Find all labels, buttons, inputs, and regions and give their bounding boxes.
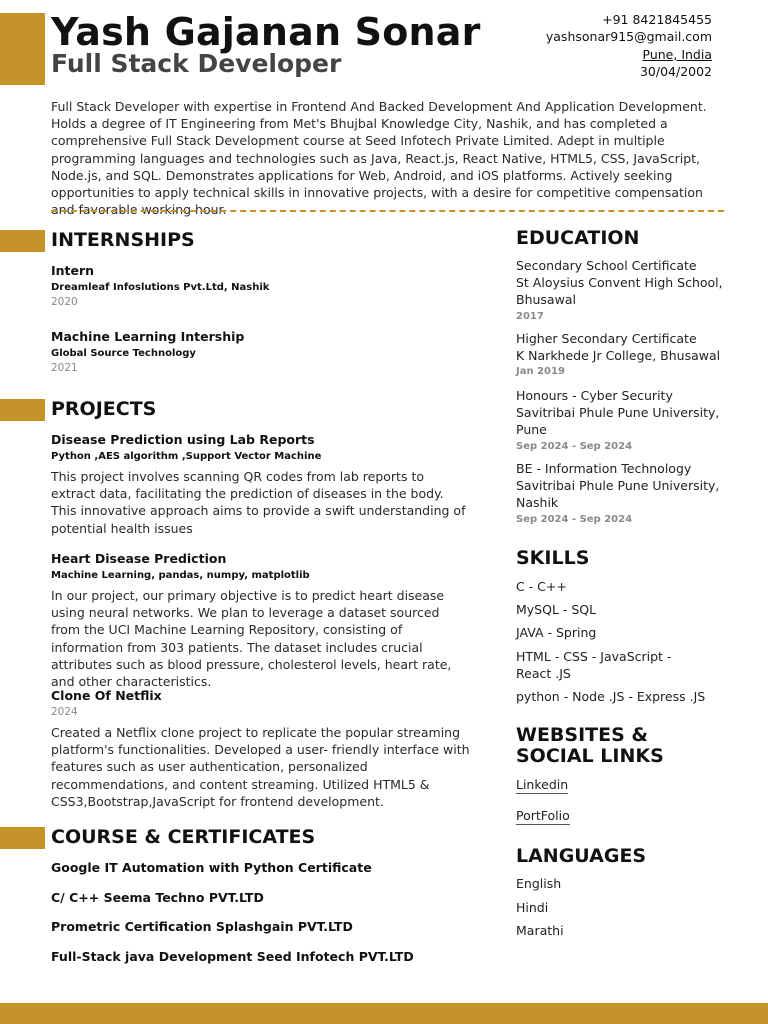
- languages-heading: LANGUAGES: [516, 845, 647, 867]
- links-heading: WEBSITES & SOCIAL LINKS: [516, 724, 664, 767]
- email-address[interactable]: yashsonar915@gmail.com: [545, 29, 712, 45]
- skills-heading: SKILLS: [516, 547, 590, 569]
- course-item: C/ C++ Seema Techno PVT.LTD: [51, 890, 264, 905]
- courses-accent-bar: [0, 827, 45, 849]
- education-school: Savitribai Phule Pune University, Nashik: [516, 478, 720, 511]
- education-item: [516, 387, 721, 452]
- education-date: Sep 2024 - Sep 2024: [516, 440, 633, 452]
- skill-item: MySQL - SQL: [516, 602, 597, 617]
- project-item: [51, 432, 471, 537]
- project-description: Created a Netflix clone project to replicate the popular streaming platform's functionalities. Developed a user- friendly interface with features such as user authentication, personalized recommendations, and content streaming. Utilized HTML5 & CSS3,Bootstrap,JavaScript for frontend development.: [51, 725, 470, 809]
- skill-item: JAVA - Spring: [516, 625, 597, 640]
- internship-item: [51, 263, 269, 308]
- course-item: Google IT Automation with Python Certificate: [51, 860, 372, 875]
- project-title: Heart Disease Prediction: [51, 551, 227, 566]
- education-item: [516, 257, 726, 322]
- education-school: K Narkhede Jr College, Bhusawal: [516, 348, 721, 364]
- education-degree: Secondary School Certificate: [516, 258, 697, 273]
- course-item: Prometric Certification Splashgain PVT.LTD: [51, 919, 353, 934]
- internship-year: 2021: [51, 362, 78, 374]
- internship-org: Global Source Technology: [51, 348, 196, 359]
- education-degree: Honours - Cyber Security: [516, 388, 673, 403]
- internship-year: 2020: [51, 296, 78, 308]
- project-title: Clone Of Netflix: [51, 688, 162, 703]
- resume-name: Yash Gajanan Sonar: [51, 10, 481, 54]
- internship-title: Intern: [51, 263, 95, 278]
- skill-item: C - C++: [516, 579, 567, 594]
- portfolio-link[interactable]: PortFolio: [516, 808, 570, 823]
- contact-block: [546, 11, 712, 80]
- education-date: Sep 2024 - Sep 2024: [516, 513, 633, 525]
- internship-item: [51, 329, 244, 374]
- project-description: In our project, our primary objective is to predict heart disease using neural networks. We plan to leverage a dataset sourced from the UCI Machine Learning Repository, consisting of information from 303 patients. The dataset includes crucial attributes such as blood pressure, cholesterol levels, heart rate, and other characteristics.: [51, 588, 452, 690]
- project-item: [51, 551, 471, 690]
- project-item: [51, 688, 471, 810]
- courses-heading: COURSE & CERTIFICATES: [51, 826, 316, 848]
- language-item: Hindi: [516, 900, 549, 915]
- education-date: Jan 2019: [516, 366, 565, 378]
- project-tech: Python ,AES algorithm ,Support Vector Machine: [51, 451, 322, 462]
- section-divider: [51, 210, 724, 212]
- links-list: [516, 774, 570, 824]
- education-heading: EDUCATION: [516, 227, 640, 249]
- education-item: [516, 460, 721, 525]
- education-degree: Higher Secondary Certificate: [516, 331, 697, 346]
- skill-item: python - Node .JS - Express .JS: [516, 689, 706, 704]
- internship-org: Dreamleaf Infoslutions Pvt.Ltd, Nashik: [51, 282, 270, 293]
- linkedin-link[interactable]: Linkedin: [516, 777, 569, 792]
- project-year: 2024: [51, 706, 78, 718]
- skill-item: HTML - CSS - JavaScript - React .JS: [516, 649, 672, 682]
- education-degree: BE - Information Technology: [516, 461, 692, 476]
- summary-paragraph: Full Stack Developer with expertise in Frontend And Backed Development And Application Development. Holds a degree of IT Engineering from Met's Bhujbal Knowledge City, Nashik, and has completed a comprehensive Full Stack Development course at Seed Infotech Private Limited. Adept in multiple programming languages and technologies such as Java, React.js, React Native, HTML5, CSS, JavaScript, Node.js, and SQL. Demonstrates applications for Web, Android, and iOS platforms. Actively seeking opportunities to apply technical skills in innovative projects, with a desire for competitive compensation and favorable working hour.: [51, 99, 707, 218]
- resume-role: Full Stack Developer: [51, 49, 342, 78]
- education-school: Savitribai Phule Pune University, Pune: [516, 405, 720, 438]
- language-item: English: [516, 876, 562, 891]
- internships-accent-bar: [0, 230, 45, 252]
- projects-accent-bar: [0, 399, 45, 421]
- project-description: This project involves scanning QR codes from lab reports to extract data, facilitating the prediction of diseases in the body. This innovative approach aims to provide a swift understanding of potential health issues: [51, 469, 466, 536]
- date-of-birth: 30/04/2002: [639, 63, 712, 79]
- internship-title: Machine Learning Intership: [51, 329, 245, 344]
- project-title: Disease Prediction using Lab Reports: [51, 432, 315, 447]
- internships-heading: INTERNSHIPS: [51, 229, 195, 251]
- project-tech: Machine Learning, pandas, numpy, matplotlib: [51, 570, 310, 581]
- education-school: St Aloysius Convent High School, Bhusawal: [516, 275, 723, 308]
- language-item: Marathi: [516, 923, 564, 938]
- location: Pune, India: [642, 46, 712, 62]
- education-date: 2017: [516, 310, 544, 322]
- course-item: Full-Stack java Development Seed Infotech PVT.LTD: [51, 949, 414, 964]
- education-item: [516, 330, 726, 377]
- footer-accent-bar: [0, 1003, 768, 1024]
- phone-number: +91 8421845455: [602, 12, 712, 27]
- header-accent-bar: [0, 13, 45, 85]
- projects-heading: PROJECTS: [51, 398, 157, 420]
